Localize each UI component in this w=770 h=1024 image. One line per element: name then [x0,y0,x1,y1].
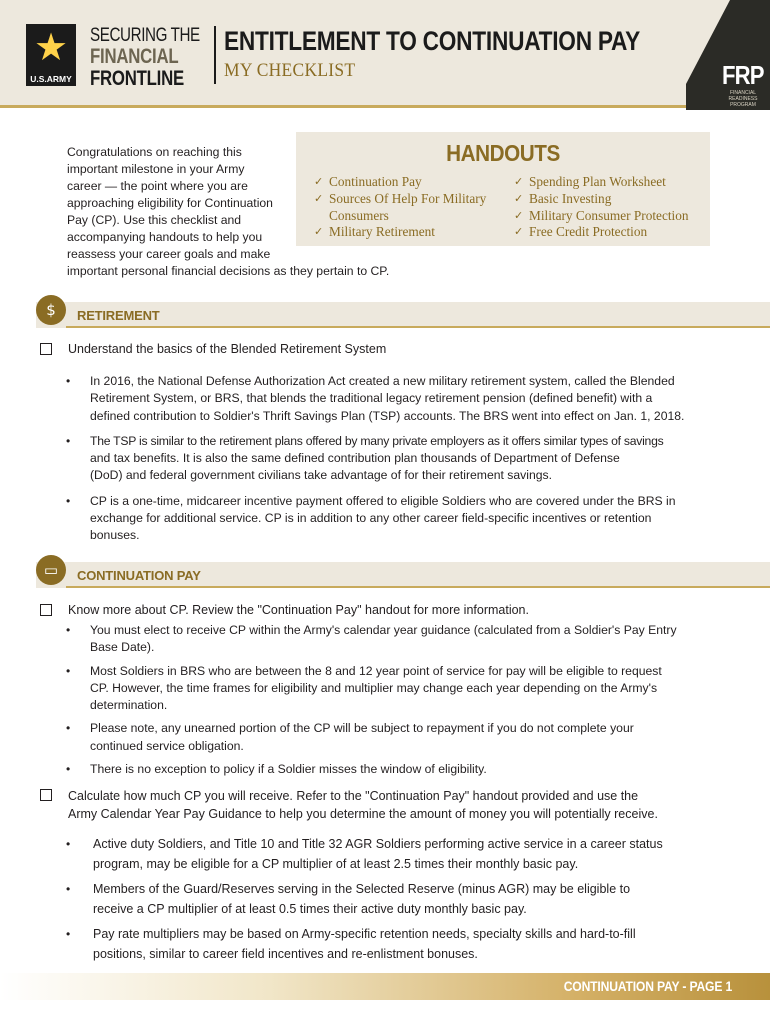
handout-label: Free Credit Protection [529,224,648,240]
list-item [66,373,746,425]
list-item [66,622,756,657]
bullet-line: • Active duty Soldiers, and Title 10 and Title 32 AGR Soldiers performing active service in a career status [93,837,663,851]
handout-label: Military Retirement [329,224,435,240]
bullet-line: • Please note, any unearned portion of the CP will be subject to repayment if you do not complete your [90,721,634,736]
bullet-line: Base Date). [90,640,155,655]
intro-line: important milestone in your Army [67,162,245,176]
handout-label: Military Consumer Protection [529,207,689,223]
handout-label: Continuation Pay [329,174,422,189]
star-icon: ★ [33,25,69,69]
handout-item[interactable] [314,224,504,241]
checkmark-icon: ✓ [314,191,324,205]
brand-line-1: SECURING THE [90,25,200,46]
bullet-line: Retirement System, or BRS, that blends the traditional legacy retirement pension (defined benefit) with a [90,391,653,406]
checkmark-icon: ✓ [514,208,524,222]
bullet-line: exchange for additional service. CP is in addition to any other career field-specific incentives or retention [90,511,652,526]
bullet-line: CP. However, the time frames for eligibility and multiplier may change each year depending on the Army's [90,680,658,695]
intro-line: important personal financial decisions as they pertain to CP. [67,264,390,278]
frp-logo: FRP [722,60,764,90]
handout-item[interactable] [314,174,504,191]
footer-page-label: CONTINUATION PAY - PAGE 1 [563,979,732,994]
checklist-item-line: Calculate how much CP you will receive. Refer to the "Continuation Pay" handout provided and use the [68,789,639,803]
checkbox[interactable] [40,604,52,616]
brand-wordmark [90,26,202,89]
handouts-title: HANDOUTS [446,140,560,166]
checklist-item-text: Know more about CP. Review the "Continuation Pay" handout for more information. [68,603,529,617]
section-underline [66,586,770,588]
handout-item[interactable] [514,224,710,241]
page-subtitle: MY CHECKLIST [224,60,356,81]
list-item [66,663,756,715]
checkmark-icon: ✓ [314,225,324,239]
checklist-item-line: Army Calendar Year Pay Guidance to help you determine the amount of money you will potentially receive. [68,807,658,821]
list-item [66,761,756,778]
bullet-line: • There is no exception to policy if a Soldier misses the window of eligibility. [90,762,487,777]
bullet-line: • Pay rate multipliers may be based on Army-specific retention needs, specialty skills and hard-to-fill [93,927,636,941]
bullet-line: positions, similar to career field incentives and re-enlistment bonuses. [93,946,478,961]
checkmark-icon: ✓ [514,225,524,239]
bullet-line: bonuses. [90,528,140,543]
list-item [66,720,756,755]
intro-line: accompanying handouts to help you [67,230,263,244]
bullet-line: receive a CP multiplier of at least 0.5 times their active duty monthly basic pay. [93,901,527,916]
intro-line: approaching eligibility for Continuation [67,196,273,210]
handouts-column-2 [514,174,710,241]
checkmark-icon: ✓ [514,175,524,188]
handout-item[interactable] [514,191,710,208]
page-header [0,0,770,108]
handout-item[interactable] [314,191,504,225]
header-divider [214,26,216,84]
section-title: CONTINUATION PAY [77,568,201,583]
bullet-line: • Most Soldiers in BRS who are between the 8 and 12 year point of service for pay will be eligible to request [90,663,662,678]
intro-line: Pay (CP). Use this checklist and [67,213,242,227]
army-logo [26,24,76,86]
card-icon: ▭ [36,555,66,585]
cp-calculate-bullets [66,835,756,964]
bullet-line: • Members of the Guard/Reserves serving in the Selected Reserve (minus AGR) may be eligible to [93,882,631,896]
bullet-line: • CP is a one-time, midcareer incentive payment offered to eligible Soldiers who are covered under the BRS in [90,493,676,508]
money-bag-icon: $ [36,295,66,325]
list-item [66,493,746,545]
checkbox[interactable] [40,343,52,355]
section-underline [66,326,770,328]
bullet-line: • You must elect to receive CP within the Army's calendar year guidance (calculated from a Soldier's Pay Entry [90,623,677,637]
bullet-line: program, may be eligible for a CP multiplier of at least 2.5 times their monthly basic pay. [93,856,579,871]
section-retirement [36,302,770,328]
bullet-line: determination. [90,698,168,713]
intro-line: career — the point where you are [67,179,248,193]
page-title: ENTITLEMENT TO CONTINUATION PAY [224,26,640,56]
list-item [66,433,746,485]
intro-line: reassess your career goals and make [67,247,271,261]
brand-line-3: FRONTLINE [90,67,184,90]
section-continuation-pay [36,562,770,588]
list-item [66,880,756,919]
checklist-item-text [68,787,658,823]
list-item [66,925,756,964]
bullet-line: defined contribution to Soldier's Thrift Savings Plan (TSP) accounts. The BRS went into effect on Jan. 1, 2018. [90,408,685,423]
checkmark-icon: ✓ [314,175,324,188]
army-logo-text: U.S.ARMY [30,74,72,84]
intro-line: Congratulations on reaching this [67,145,242,159]
cp-know-bullets [66,622,756,778]
checklist-item-text: Understand the basics of the Blended Retirement System [68,342,387,356]
handout-item[interactable] [514,174,710,191]
handout-label: Basic Investing [529,190,612,206]
handouts-box [296,132,710,246]
checkmark-icon: ✓ [514,191,524,205]
page-footer [0,973,770,1000]
bullet-line: (DoD) and federal government civilians take advantage of for their retirement savings. [90,468,553,483]
handout-label: Sources Of Help For Military Consumers [329,190,487,223]
bullet-line: • In 2016, the National Defense Authorization Act created a new military retirement system, called the Blended [90,374,675,388]
frp-subtitle: FINANCIAL READINESS PROGRAM [728,90,758,108]
bullet-line: and tax benefits. It is also the same defined contribution plan thousands of Department of Defense [90,451,620,466]
bullet-line: continued service obligation. [90,738,244,753]
handout-label: Spending Plan Worksheet [529,174,666,189]
checkbox[interactable] [40,789,52,801]
bullet-line: • The TSP is similar to the retirement plans offered by many private employers as it offers similar types of savings [90,433,664,448]
list-item [66,835,756,874]
handouts-column-1 [314,174,504,241]
section-title: RETIREMENT [77,308,160,323]
handout-item[interactable] [514,208,710,225]
retirement-bullets [66,373,746,545]
brand-line-2: FINANCIAL [90,45,179,68]
